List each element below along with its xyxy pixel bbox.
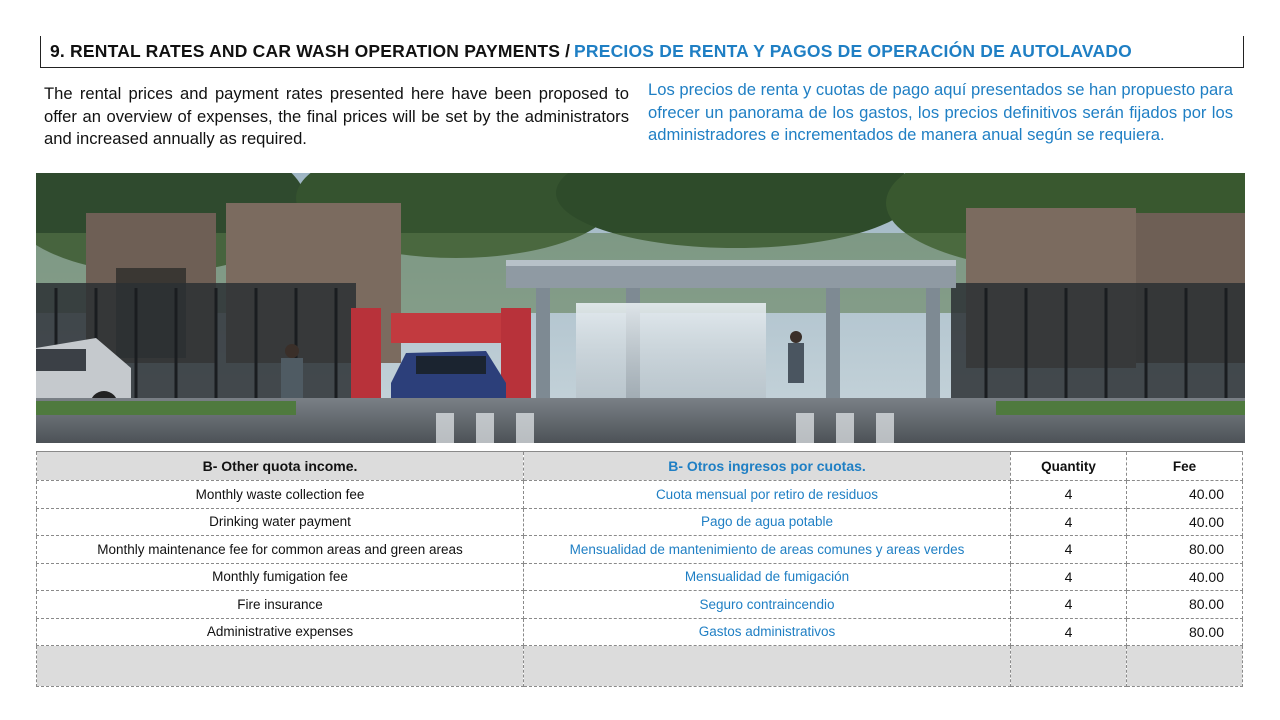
intro-english: The rental prices and payment rates presented here have been proposed to offer an overview of expenses, the final prices will be set by the administrators and increased annually as required. <box>44 84 629 148</box>
table-row <box>37 591 1243 619</box>
row-fee: 80.00 <box>1127 536 1243 564</box>
table-row <box>37 563 1243 591</box>
header-fee: Fee <box>1127 452 1243 481</box>
row-fee: 80.00 <box>1127 618 1243 646</box>
blank-cell <box>1011 646 1127 687</box>
row-quantity: 4 <box>1011 591 1127 619</box>
row-fee: 80.00 <box>1127 591 1243 619</box>
title-spanish: PRECIOS DE RENTA Y PAGOS DE OPERACIÓN DE AUTOLAVADO <box>574 41 1132 61</box>
table-row <box>37 508 1243 536</box>
row-label-english: Administrative expenses <box>37 618 524 646</box>
table-row <box>37 536 1243 564</box>
table-row <box>37 481 1243 509</box>
row-label-spanish: Gastos administrativos <box>524 618 1011 646</box>
title-separator: / <box>565 41 571 61</box>
quota-income-table <box>36 451 1243 687</box>
row-label-english: Monthly maintenance fee for common areas and green areas <box>37 536 524 564</box>
header-spanish: B- Otros ingresos por cuotas. <box>524 452 1011 481</box>
section-title-bar <box>40 36 1244 68</box>
blank-cell <box>524 646 1011 687</box>
table-blank-row <box>37 646 1243 687</box>
row-label-english: Drinking water payment <box>37 508 524 536</box>
table-header-row <box>37 452 1243 481</box>
row-label-english: Fire insurance <box>37 591 524 619</box>
row-label-spanish: Seguro contraincendio <box>524 591 1011 619</box>
blank-cell <box>37 646 524 687</box>
row-fee: 40.00 <box>1127 481 1243 509</box>
row-label-spanish: Mensualidad de fumigación <box>524 563 1011 591</box>
row-label-english: Monthly waste collection fee <box>37 481 524 509</box>
row-label-spanish: Pago de agua potable <box>524 508 1011 536</box>
intro-spanish: Los precios de renta y cuotas de pago aquí presentados se han propuesto para ofrecer un panorama de los gastos, los precios definitivos serán fijados por los administradores e incrementados de manera anual según se requiera. <box>648 80 1233 144</box>
row-label-spanish: Mensualidad de mantenimiento de areas comunes y areas verdes <box>524 536 1011 564</box>
row-quantity: 4 <box>1011 563 1127 591</box>
header-english: B- Other quota income. <box>37 452 524 481</box>
row-label-spanish: Cuota mensual por retiro de residuos <box>524 481 1011 509</box>
title-english: 9. RENTAL RATES AND CAR WASH OPERATION PAYMENTS <box>50 41 561 61</box>
row-quantity: 4 <box>1011 481 1127 509</box>
row-fee: 40.00 <box>1127 508 1243 536</box>
row-fee: 40.00 <box>1127 563 1243 591</box>
row-quantity: 4 <box>1011 618 1127 646</box>
row-quantity: 4 <box>1011 536 1127 564</box>
row-quantity: 4 <box>1011 508 1127 536</box>
table-row <box>37 618 1243 646</box>
blank-cell <box>1127 646 1243 687</box>
header-quantity: Quantity <box>1011 452 1127 481</box>
row-label-english: Monthly fumigation fee <box>37 563 524 591</box>
car-wash-rendering-image <box>36 173 1245 443</box>
